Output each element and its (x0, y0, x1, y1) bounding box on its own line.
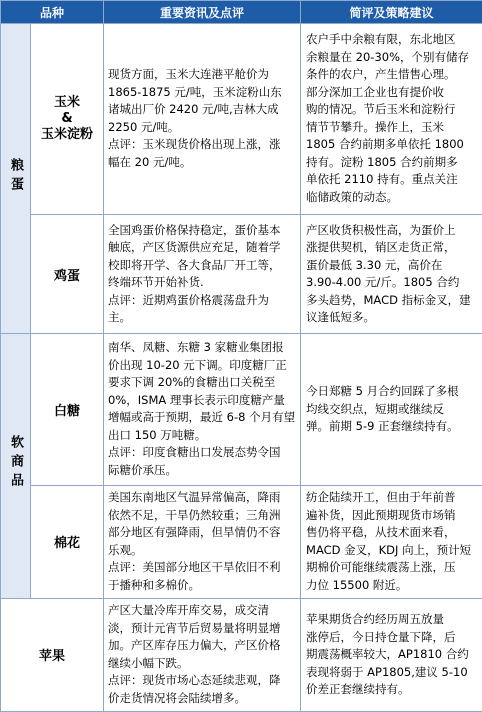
sugar-news-line: 点评：印度食糖出口发展态势令国 (108, 445, 281, 460)
egg-news (104, 214, 301, 333)
category-soft-label: 软商品 (8, 435, 23, 493)
cotton-news (104, 485, 301, 598)
item-corn-line-1: 玉米 (54, 94, 81, 110)
apple-advice-line: 价差正套继续持有。 (306, 682, 410, 697)
cotton-news-line: 于播种和多棉价。 (108, 577, 201, 592)
cotton-advice (301, 485, 482, 598)
cotton-advice-line: 期棉价可能继续震荡上涨，压 (306, 560, 456, 575)
egg-news-line: 主。 (108, 310, 132, 325)
corn-news-line: 点评：玉米现货价格出现上涨，涨 (108, 137, 281, 152)
cotton-news-line: 乐观。 (108, 542, 143, 557)
corn-news-line: 诸城出厂价 2420 元/吨,吉林大成 (108, 102, 279, 117)
egg-news-line: 终端环节开始补货. (108, 275, 204, 290)
egg-advice-line: 议逢低短多。 (306, 310, 376, 325)
apple-news-line: 继续小幅下跌。 (108, 655, 189, 670)
corn-advice-line: 1805 合约前期多单依托 1800 (306, 137, 464, 152)
corn-news (104, 24, 301, 215)
cotton-news-line: 点评：美国部分地区干旱依旧不利 (108, 560, 281, 575)
apple-advice-line: 期震荡概率较大，AP1810 合约 (306, 647, 469, 662)
category-grain (1, 24, 31, 334)
apple-news-line: 产区大量冷库开库交易，成交清 (108, 603, 270, 618)
sugar-advice-line: 均线交织点，短期或继续反 (306, 401, 445, 416)
apple-news-line: 点评：现货市场心态延续悲观，降 (108, 673, 281, 688)
apple-news-line: 淡，预计元宵节后贸易量将明显增 (108, 620, 281, 635)
header-variety: 品种 (1, 1, 104, 24)
corn-advice-line: 情节节攀升。操作上，玉米 (306, 119, 445, 134)
item-corn-line-3: 玉米淀粉 (41, 126, 94, 142)
corn-advice-line: 单依托 2110 持有。重点关注 (306, 172, 458, 187)
corn-advice-line: 条件的农户，产生惜售心理。 (306, 67, 456, 82)
table-row-sugar (1, 334, 482, 486)
apple-news (104, 598, 301, 711)
sugar-news-line: 0%，ISMA 理事长表示印度糖产量 (108, 392, 285, 407)
apple-news-line: 加。产区库存压力偏大，产区价格 (108, 638, 281, 653)
sugar-advice-line: 弹。前期 5-9 正套继续持有。 (306, 419, 459, 434)
table-row-corn (1, 24, 482, 215)
egg-news-line: 点评：近期鸡蛋价格震荡盘升为 (108, 292, 270, 307)
egg-advice-line: 涨提供契机，销区走货正常， (306, 240, 456, 255)
item-apple: 苹果 (1, 598, 104, 711)
apple-advice-line: 苹果期货合约经历周五放量 (306, 612, 445, 627)
corn-news-line: 1865-1875 元/吨，玉米淀粉山东 (108, 84, 282, 99)
category-grain-label: 粮蛋 (8, 157, 23, 196)
table-header-row (1, 1, 482, 24)
apple-advice-line: 涨停后，今日持仓量下降，后 (306, 629, 456, 644)
sugar-news-line: 出口 150 万吨糖。 (108, 427, 207, 442)
item-corn (31, 24, 104, 215)
category-soft (1, 334, 31, 599)
cotton-news-line: 美国东南地区气温异常偏高，降雨 (108, 490, 281, 505)
egg-advice (301, 214, 482, 333)
cotton-advice-line: 售仍将平稳，从技术面来看， (306, 525, 456, 540)
corn-advice-line: 余粮量在 20-30%，个别有储存 (306, 49, 470, 64)
egg-advice-line: 蛋价最低 3.30 元，高价在 (306, 257, 443, 272)
cotton-advice-line: MACD 金叉，KDJ 向上，预计短 (306, 542, 472, 557)
corn-news-line: 现货方面，玉米大连港平舱价为 (108, 67, 270, 82)
corn-advice-line: 部分深加工企业也有提价收 (306, 84, 445, 99)
sugar-news-line: 价出现 10-20 元下调。印度糖厂正 (108, 357, 287, 372)
cotton-advice-line: 力位 15500 附近。 (306, 577, 408, 592)
sugar-news-line: 南华、凤糖、东糖 3 家糖业集团报 (108, 340, 284, 355)
sugar-news (104, 334, 301, 486)
corn-advice (301, 24, 482, 215)
apple-advice-line: 表现将弱于 AP1805,建议 5-10 (306, 664, 468, 679)
cotton-advice-line: 遍补货，因此预期现货市场销 (306, 507, 456, 522)
item-corn-line-2: & (61, 110, 73, 126)
table-row-egg (1, 214, 482, 333)
item-cotton: 棉花 (31, 485, 104, 598)
cotton-advice-line: 纺企陆续开工，但由于年前普 (306, 490, 456, 505)
apple-advice (301, 598, 482, 711)
egg-advice-line: 多头趋势，MACD 指标金叉，建 (306, 292, 471, 307)
table-row-apple (1, 598, 482, 711)
sugar-news-line: 际糖价承压。 (108, 462, 178, 477)
corn-advice-line: 持有。淀粉 1805 合约前期多 (306, 154, 458, 169)
cotton-news-line: 依然不足，干旱仍然较重；三角洲 (108, 507, 281, 522)
item-sugar: 白糖 (31, 334, 104, 486)
corn-news-line: 幅在 20 元/吨。 (108, 154, 192, 169)
item-egg: 鸡蛋 (31, 214, 104, 333)
sugar-advice-line: 今日郑糖 5 月合约回踩了多根 (306, 384, 459, 399)
egg-news-line: 全国鸡蛋价格保持稳定，蛋价基本 (108, 222, 281, 237)
corn-advice-line: 农户手中余粮有限，东北地区 (306, 32, 456, 47)
sugar-news-line: 增幅或高于预期，最近 6-8 个月有望 (108, 410, 296, 425)
sugar-advice (301, 334, 482, 486)
sugar-news-line: 要求下调 20%的食糖出口关税至 (108, 375, 276, 390)
corn-advice-line: 临储政策的动态。 (306, 189, 399, 204)
apple-news-line: 价走货情况将会陆续增多。 (108, 690, 247, 705)
egg-news-line: 校即将开学、各大食品厂开工等， (108, 257, 281, 272)
corn-news-line: 2250 元/吨。 (108, 119, 180, 134)
header-news: 重要资讯及点评 (104, 1, 301, 24)
table-row-cotton (1, 485, 482, 598)
egg-advice-line: 3.90-4.00 元/斤。1805 合约 (306, 275, 460, 290)
cotton-news-line: 部分地区有强降雨，但旱情仍不容 (108, 525, 281, 540)
egg-advice-line: 产区收货积极性高，为蛋价上 (306, 222, 456, 237)
egg-news-line: 触底，产区货源供应充足，随着学 (108, 240, 281, 255)
corn-advice-line: 购的情况。节后玉米和淀粉行 (306, 102, 456, 117)
header-advice: 简评及策略建议 (301, 1, 482, 24)
